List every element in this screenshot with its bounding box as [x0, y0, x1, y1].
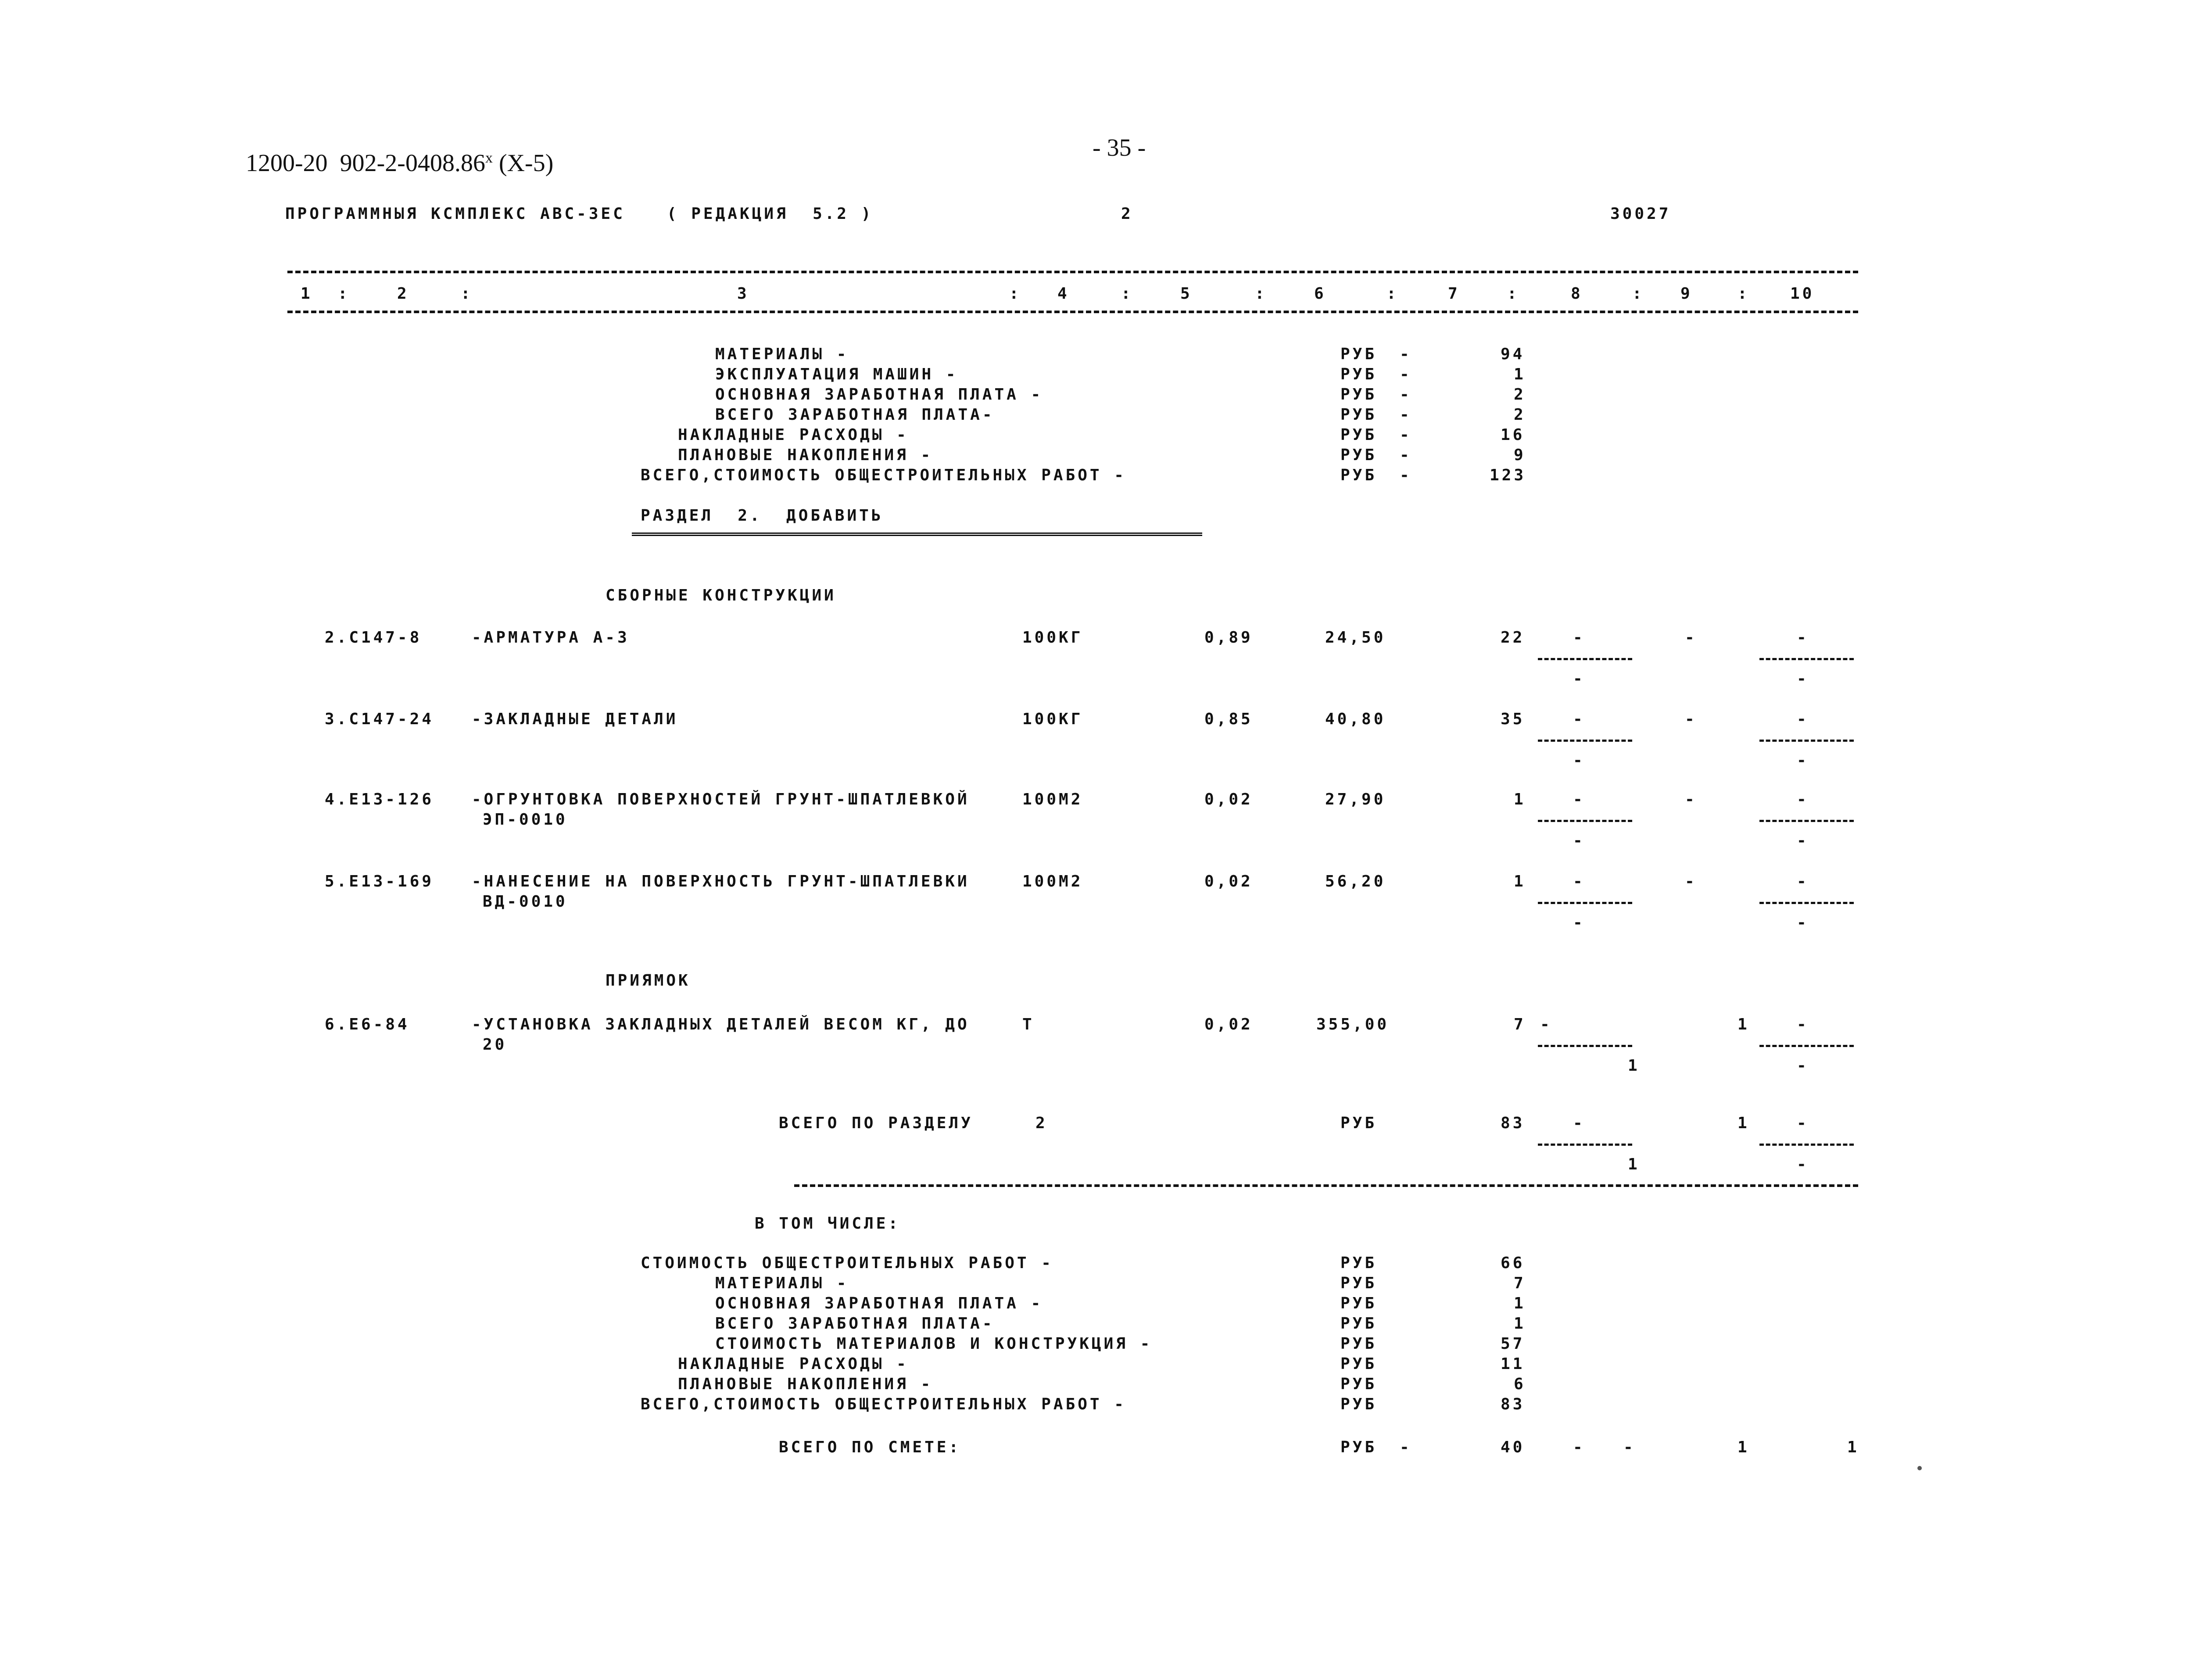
item-total: 1 [1514, 872, 1526, 890]
column-separator: : [1121, 285, 1133, 303]
summary-dash: - [1400, 386, 1412, 404]
column-header: 8 [1571, 285, 1583, 303]
summary-value: 2 [1514, 386, 1526, 404]
summary-value: 83 [1501, 1395, 1525, 1413]
cell-divider [1538, 820, 1632, 822]
item-name: -АРМАТУРА А-3 [472, 629, 630, 647]
summary-unit: РУБ [1340, 1254, 1377, 1272]
item-col10: - [1797, 710, 1809, 728]
summary-label: ВСЕГО,СТОИМОСТЬ ОБЩЕСТРОИТЕЛЬНЫХ РАБОТ - [641, 1395, 1126, 1413]
summary-value: 1 [1514, 365, 1526, 383]
item-unit: 100М2 [1022, 790, 1083, 808]
summary-unit: РУБ [1340, 1315, 1377, 1333]
summary-label: МАТЕРИАЛЫ - [715, 1274, 849, 1292]
column-separator: : [1386, 285, 1399, 303]
summary-unit: РУБ [1340, 466, 1377, 484]
summary-value: 1 [1514, 1294, 1526, 1312]
summary-dash: - [1400, 345, 1412, 363]
column-header: 7 [1448, 285, 1460, 303]
item-col10: - [1797, 1015, 1809, 1033]
summary-unit: РУБ [1340, 1395, 1377, 1413]
cell-divider [1759, 1144, 1854, 1146]
summary-value: 66 [1501, 1254, 1525, 1272]
item-col8: - [1540, 1015, 1552, 1033]
document-code: 1200-20 902-2-0408.86$^x$ (X-5) [246, 150, 554, 177]
section-title: РАЗДЕЛ 2. ДОБАВИТЬ [641, 507, 884, 525]
item-col8: - [1573, 872, 1585, 890]
column-header: 3 [737, 285, 749, 303]
item-col10-sub: - [1797, 1057, 1809, 1075]
summary-value: 6 [1514, 1375, 1526, 1393]
edition: ( РЕДАКЦИЯ 5.2 ) [667, 205, 874, 223]
summary-unit: РУБ [1340, 1294, 1377, 1312]
column-header: 1 [301, 285, 313, 303]
summary-unit: РУБ [1340, 365, 1377, 383]
item-unit: Т [1022, 1015, 1035, 1033]
item-unit: 100М2 [1022, 872, 1083, 890]
page-number: - 35 - [1093, 134, 1146, 161]
item-name: -УСТАНОВКА ЗАКЛАДНЫХ ДЕТАЛЕЙ ВЕСОМ КГ, ДО [472, 1015, 970, 1033]
summary-label: ОСНОВНАЯ ЗАРАБОТНАЯ ПЛАТА - [715, 1294, 1043, 1312]
summary-unit: РУБ [1340, 446, 1377, 464]
cell-divider [1538, 1045, 1632, 1047]
summary-label: ВСЕГО ЗАРАБОТНАЯ ПЛАТА- [715, 406, 995, 424]
item-total: 1 [1514, 790, 1526, 808]
document-id: 30027 [1610, 205, 1671, 223]
grand-total-unit: РУБ [1340, 1438, 1377, 1456]
item-price: 56,20 [1325, 872, 1386, 890]
item-unit: 100КГ [1022, 710, 1083, 728]
summary-unit: РУБ [1340, 1274, 1377, 1292]
group-heading: СБОРНЫЕ КОНСТРУКЦИИ [605, 586, 836, 604]
item-total: 22 [1501, 629, 1525, 647]
grand-total-dash: - [1400, 1438, 1412, 1456]
grand-total-col8a: - [1573, 1438, 1585, 1456]
summary-value: 16 [1501, 426, 1525, 444]
summary-value: 7 [1514, 1274, 1526, 1292]
section-total-unit: РУБ [1340, 1114, 1377, 1132]
program-name: ПРОГРАММНЫЯ КСМПЛЕКС АВС-ЗЕС [285, 205, 625, 223]
summary-label: ЭКСПЛУАТАЦИЯ МАШИН - [715, 365, 958, 383]
header-rule-bottom [287, 311, 1858, 313]
summary-value: 2 [1514, 406, 1526, 424]
item-name-cont: 20 [483, 1036, 507, 1054]
section-total-col10: - [1797, 1114, 1809, 1132]
item-col10: - [1797, 790, 1809, 808]
column-header: 5 [1180, 285, 1193, 303]
scan-speck [1917, 1466, 1922, 1470]
section-total-col9: 1 [1738, 1114, 1750, 1132]
item-total: 7 [1514, 1015, 1526, 1033]
summary-unit: РУБ [1340, 345, 1377, 363]
item-col9: - [1685, 629, 1697, 647]
section-total-col8-sub: 1 [1628, 1155, 1640, 1173]
section-total-label: ВСЕГО ПО РАЗДЕЛУ [779, 1114, 973, 1132]
cell-divider [1538, 902, 1632, 904]
summary-label: СТОИМОСТЬ ОБЩЕСТРОИТЕЛЬНЫХ РАБОТ - [641, 1254, 1053, 1272]
section-total-col10-sub: - [1797, 1155, 1809, 1173]
summary-dash: - [1400, 446, 1412, 464]
item-quantity: 0,89 [1204, 629, 1253, 647]
item-code: 6.Е6-84 [325, 1015, 410, 1033]
grand-total-col10: 1 [1847, 1438, 1859, 1456]
cell-divider [1759, 902, 1854, 904]
item-unit: 100КГ [1022, 629, 1083, 647]
summary-value: 11 [1501, 1355, 1525, 1373]
column-header: 9 [1680, 285, 1693, 303]
item-name: -ЗАКЛАДНЫЕ ДЕТАЛИ [472, 710, 678, 728]
item-quantity: 0,85 [1204, 710, 1253, 728]
item-quantity: 0,02 [1204, 790, 1253, 808]
column-separator: : [1255, 285, 1267, 303]
item-col9: 1 [1738, 1015, 1750, 1033]
item-code: 2.С147-8 [325, 629, 422, 647]
item-col8: - [1573, 629, 1585, 647]
cell-divider [1538, 740, 1632, 742]
column-separator: : [1738, 285, 1750, 303]
grand-total-col9: 1 [1738, 1438, 1750, 1456]
cell-divider [1759, 1045, 1854, 1047]
summary-label: НАКЛАДНЫЕ РАСХОДЫ - [678, 426, 909, 444]
item-quantity: 0,02 [1204, 872, 1253, 890]
item-price: 27,90 [1325, 790, 1386, 808]
column-header: 6 [1314, 285, 1326, 303]
item-col8-sub: 1 [1628, 1057, 1640, 1075]
column-header: 10 [1790, 285, 1815, 303]
cell-divider [1538, 658, 1632, 660]
summary-label: ПЛАНОВЫЕ НАКОПЛЕНИЯ - [678, 1375, 933, 1393]
item-code: 4.Е13-126 [325, 790, 434, 808]
summary-unit: РУБ [1340, 406, 1377, 424]
item-price: 24,50 [1325, 629, 1386, 647]
item-col9: - [1685, 710, 1697, 728]
summary-value: 57 [1501, 1335, 1525, 1353]
summary-value: 9 [1514, 446, 1526, 464]
column-separator: : [338, 285, 350, 303]
item-col8-sub: - [1573, 914, 1585, 932]
summary-unit: РУБ [1340, 1355, 1377, 1373]
summary-dash: - [1400, 406, 1412, 424]
section-total-rule [794, 1184, 1858, 1187]
column-separator: : [461, 285, 473, 303]
item-price: 355,00 [1316, 1015, 1390, 1033]
item-col10: - [1797, 872, 1809, 890]
cell-divider [1759, 820, 1854, 822]
item-col10-sub: - [1797, 751, 1809, 769]
item-quantity: 0,02 [1204, 1015, 1253, 1033]
section-underline [632, 533, 1202, 536]
item-col8: - [1573, 790, 1585, 808]
item-col10-sub: - [1797, 832, 1809, 850]
item-col8-sub: - [1573, 832, 1585, 850]
cell-divider [1759, 740, 1854, 742]
summary-value: 94 [1501, 345, 1525, 363]
summary-label: ОСНОВНАЯ ЗАРАБОТНАЯ ПЛАТА - [715, 386, 1043, 404]
item-total: 35 [1501, 710, 1525, 728]
item-col9: - [1685, 872, 1697, 890]
item-col10: - [1797, 629, 1809, 647]
item-name: -ОГРУНТОВКА ПОВЕРХНОСТЕЙ ГРУНТ-ШПАТЛЕВКОЙ [472, 790, 970, 808]
summary-label: ПЛАНОВЫЕ НАКОПЛЕНИЯ - [678, 446, 933, 464]
summary-unit: РУБ [1340, 426, 1377, 444]
item-col8: - [1573, 710, 1585, 728]
grand-total-value: 40 [1501, 1438, 1525, 1456]
summary-unit: РУБ [1340, 1335, 1377, 1353]
item-code: 3.С147-24 [325, 710, 434, 728]
column-separator: : [1009, 285, 1021, 303]
summary-dash: - [1400, 365, 1412, 383]
item-col8-sub: - [1573, 670, 1585, 688]
summary-label: НАКЛАДНЫЕ РАСХОДЫ - [678, 1355, 909, 1373]
item-col8-sub: - [1573, 751, 1585, 769]
grand-total-label: ВСЕГО ПО СМЕТЕ: [779, 1438, 961, 1456]
item-price: 40,80 [1325, 710, 1386, 728]
summary-label: СТОИМОСТЬ МАТЕРИАЛОВ И КОНСТРУКЦИЯ - [715, 1335, 1153, 1353]
item-col9: - [1685, 790, 1697, 808]
summary-dash: - [1400, 466, 1412, 484]
section-total-number: 2 [1035, 1114, 1048, 1132]
including-heading: В ТОМ ЧИСЛЕ: [755, 1215, 901, 1233]
column-separator: : [1632, 285, 1644, 303]
summary-dash: - [1400, 426, 1412, 444]
section-total-col8: - [1573, 1114, 1585, 1132]
sheet-number: 2 [1121, 205, 1133, 223]
item-name: -НАНЕСЕНИЕ НА ПОВЕРХНОСТЬ ГРУНТ-ШПАТЛЕВКИ [472, 872, 970, 890]
summary-value: 123 [1490, 466, 1526, 484]
section-total-value: 83 [1501, 1114, 1525, 1132]
summary-unit: РУБ [1340, 386, 1377, 404]
item-code: 5.Е13-169 [325, 872, 434, 890]
column-header: 2 [397, 285, 409, 303]
column-separator: : [1507, 285, 1519, 303]
item-name-cont: ЭП-0010 [483, 811, 568, 829]
header-rule-top [287, 271, 1858, 273]
summary-label: МАТЕРИАЛЫ - [715, 345, 849, 363]
summary-unit: РУБ [1340, 1375, 1377, 1393]
group-heading: ПРИЯМОК [605, 972, 691, 990]
summary-label: ВСЕГО,СТОИМОСТЬ ОБЩЕСТРОИТЕЛЬНЫХ РАБОТ - [641, 466, 1126, 484]
cell-divider [1538, 1144, 1632, 1146]
column-header: 4 [1057, 285, 1070, 303]
summary-value: 1 [1514, 1315, 1526, 1333]
cell-divider [1759, 658, 1854, 660]
grand-total-col8b: - [1623, 1438, 1636, 1456]
item-col10-sub: - [1797, 670, 1809, 688]
item-col10-sub: - [1797, 914, 1809, 932]
summary-label: ВСЕГО ЗАРАБОТНАЯ ПЛАТА- [715, 1315, 995, 1333]
item-name-cont: ВД-0010 [483, 893, 568, 911]
